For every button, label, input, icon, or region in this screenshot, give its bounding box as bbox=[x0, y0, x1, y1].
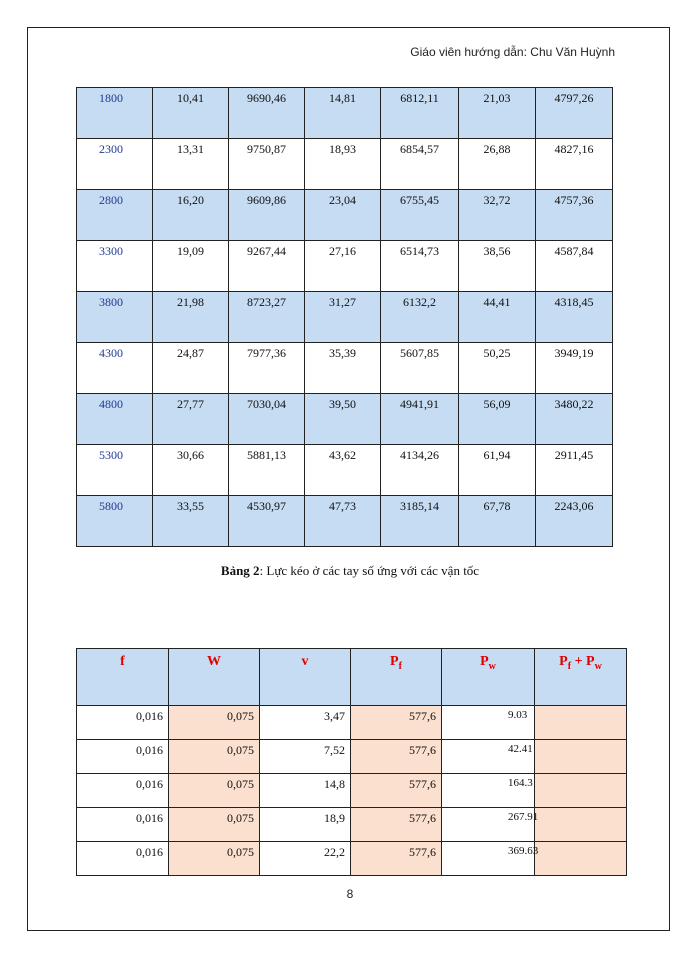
table-cell: 18,9 bbox=[260, 808, 351, 842]
table-cell: 0,075 bbox=[169, 740, 260, 774]
table-cell: 4800 bbox=[77, 394, 153, 445]
table-cell: 19,09 bbox=[153, 241, 229, 292]
table-cell: 3300 bbox=[77, 241, 153, 292]
table-cell: 7030,04 bbox=[229, 394, 305, 445]
table-cell: 31,27 bbox=[305, 292, 381, 343]
table-cell: 577,6 bbox=[351, 706, 442, 740]
table-row bbox=[77, 190, 613, 241]
table-cell: 56,09 bbox=[459, 394, 536, 445]
table-cell bbox=[535, 706, 627, 740]
resistance-table-header-row bbox=[77, 649, 627, 706]
table-cell: 164.3 bbox=[442, 774, 535, 808]
table-cell: 9609,86 bbox=[229, 190, 305, 241]
table-cell: 4300 bbox=[77, 343, 153, 394]
table-cell: 2300 bbox=[77, 139, 153, 190]
table-cell: 0,075 bbox=[169, 842, 260, 876]
table-cell: 6812,11 bbox=[381, 88, 459, 139]
table-cell: 267.91 bbox=[442, 808, 535, 842]
table-cell: 3949,19 bbox=[536, 343, 613, 394]
table-cell: 4530,97 bbox=[229, 496, 305, 547]
table-cell: 22,2 bbox=[260, 842, 351, 876]
caption-text: : Lực kéo ở các tay số ứng với các vận tốc bbox=[259, 563, 480, 578]
table-cell: 9267,44 bbox=[229, 241, 305, 292]
table-cell: 0,016 bbox=[77, 842, 169, 876]
table-caption bbox=[0, 563, 700, 579]
table-row bbox=[77, 343, 613, 394]
table-cell: 4134,26 bbox=[381, 445, 459, 496]
table-cell: 3,47 bbox=[260, 706, 351, 740]
table-cell: 61,94 bbox=[459, 445, 536, 496]
table-cell: 14,8 bbox=[260, 774, 351, 808]
table-cell: 3800 bbox=[77, 292, 153, 343]
table-cell: 4587,84 bbox=[536, 241, 613, 292]
table-cell: 4827,16 bbox=[536, 139, 613, 190]
table-cell: 6755,45 bbox=[381, 190, 459, 241]
header-pf: $P_f$ bbox=[351, 649, 442, 706]
table-cell: 0,016 bbox=[77, 808, 169, 842]
table-cell: 577,6 bbox=[351, 842, 442, 876]
traction-force-table-body bbox=[77, 88, 613, 547]
table-cell: 13,31 bbox=[153, 139, 229, 190]
table-cell: 21,98 bbox=[153, 292, 229, 343]
table-cell: 67,78 bbox=[459, 496, 536, 547]
table-cell: 0,016 bbox=[77, 774, 169, 808]
traction-force-table bbox=[76, 87, 613, 547]
table-cell: 5881,13 bbox=[229, 445, 305, 496]
table-cell: 21,03 bbox=[459, 88, 536, 139]
table-cell: 38,56 bbox=[459, 241, 536, 292]
header-pf-plus-pw: $P_f + P_w$ bbox=[535, 649, 627, 706]
table-cell: 0,075 bbox=[169, 706, 260, 740]
table-cell: 3480,22 bbox=[536, 394, 613, 445]
table-cell: 44,41 bbox=[459, 292, 536, 343]
table-cell: 24,87 bbox=[153, 343, 229, 394]
table-row bbox=[77, 808, 627, 842]
table-cell: 5607,85 bbox=[381, 343, 459, 394]
table-cell: 14,81 bbox=[305, 88, 381, 139]
table-row bbox=[77, 445, 613, 496]
table-cell: 5800 bbox=[77, 496, 153, 547]
table-cell bbox=[535, 774, 627, 808]
table-cell: 7,52 bbox=[260, 740, 351, 774]
table-cell: 4797,26 bbox=[536, 88, 613, 139]
table-cell: 9.03 bbox=[442, 706, 535, 740]
table-cell: 18,93 bbox=[305, 139, 381, 190]
table-cell: 2243,06 bbox=[536, 496, 613, 547]
table-cell: 6854,57 bbox=[381, 139, 459, 190]
table-cell: 9750,87 bbox=[229, 139, 305, 190]
table-cell: 4757,36 bbox=[536, 190, 613, 241]
table-cell: 35,39 bbox=[305, 343, 381, 394]
table-cell: 32,72 bbox=[459, 190, 536, 241]
table-cell: 0,016 bbox=[77, 706, 169, 740]
header-f: f bbox=[77, 649, 169, 706]
header-w: W bbox=[169, 649, 260, 706]
header-v: v bbox=[260, 649, 351, 706]
table-cell: 5300 bbox=[77, 445, 153, 496]
table-cell: 47,73 bbox=[305, 496, 381, 547]
table-cell: 3185,14 bbox=[381, 496, 459, 547]
table-row bbox=[77, 88, 613, 139]
table-cell: 7977,36 bbox=[229, 343, 305, 394]
table-row bbox=[77, 740, 627, 774]
resistance-table-body bbox=[77, 706, 627, 876]
table-row bbox=[77, 241, 613, 292]
table-cell: 50,25 bbox=[459, 343, 536, 394]
table-cell: 0,075 bbox=[169, 774, 260, 808]
table-cell: 577,6 bbox=[351, 774, 442, 808]
table-cell: 26,88 bbox=[459, 139, 536, 190]
table-cell: 33,55 bbox=[153, 496, 229, 547]
table-row bbox=[77, 842, 627, 876]
table-cell: 2911,45 bbox=[536, 445, 613, 496]
table-cell: 2800 bbox=[77, 190, 153, 241]
table-row bbox=[77, 496, 613, 547]
table-row bbox=[77, 706, 627, 740]
table-row bbox=[77, 394, 613, 445]
table-row bbox=[77, 292, 613, 343]
table-row bbox=[77, 139, 613, 190]
table-cell bbox=[535, 808, 627, 842]
table-cell: 4318,45 bbox=[536, 292, 613, 343]
caption-label: Bảng 2 bbox=[220, 563, 260, 578]
header-pw: $P_w$ bbox=[442, 649, 535, 706]
table-cell: 4941,91 bbox=[381, 394, 459, 445]
table-cell: 0,075 bbox=[169, 808, 260, 842]
table-cell: 6514,73 bbox=[381, 241, 459, 292]
table-cell: 1800 bbox=[77, 88, 153, 139]
table-cell: 39,50 bbox=[305, 394, 381, 445]
table-cell: 8723,27 bbox=[229, 292, 305, 343]
table-cell: 16,20 bbox=[153, 190, 229, 241]
table-cell: 27,77 bbox=[153, 394, 229, 445]
table-cell bbox=[535, 842, 627, 876]
table-cell: 6132,2 bbox=[381, 292, 459, 343]
page-header: Giáo viên hướng dẫn: Chu Văn Huỳnh bbox=[410, 45, 615, 59]
table-cell bbox=[535, 740, 627, 774]
table-cell: 9690,46 bbox=[229, 88, 305, 139]
table-cell: 30,66 bbox=[153, 445, 229, 496]
table-cell: 42.41 bbox=[442, 740, 535, 774]
page-number: 8 bbox=[346, 887, 354, 901]
table-row bbox=[77, 774, 627, 808]
table-cell: 369.63 bbox=[442, 842, 535, 876]
table-cell: 0,016 bbox=[77, 740, 169, 774]
table-cell: 43,62 bbox=[305, 445, 381, 496]
table-cell: 577,6 bbox=[351, 740, 442, 774]
table-cell: 27,16 bbox=[305, 241, 381, 292]
table-cell: 10,41 bbox=[153, 88, 229, 139]
table-cell: 577,6 bbox=[351, 808, 442, 842]
table-cell: 23,04 bbox=[305, 190, 381, 241]
resistance-table bbox=[76, 648, 627, 876]
